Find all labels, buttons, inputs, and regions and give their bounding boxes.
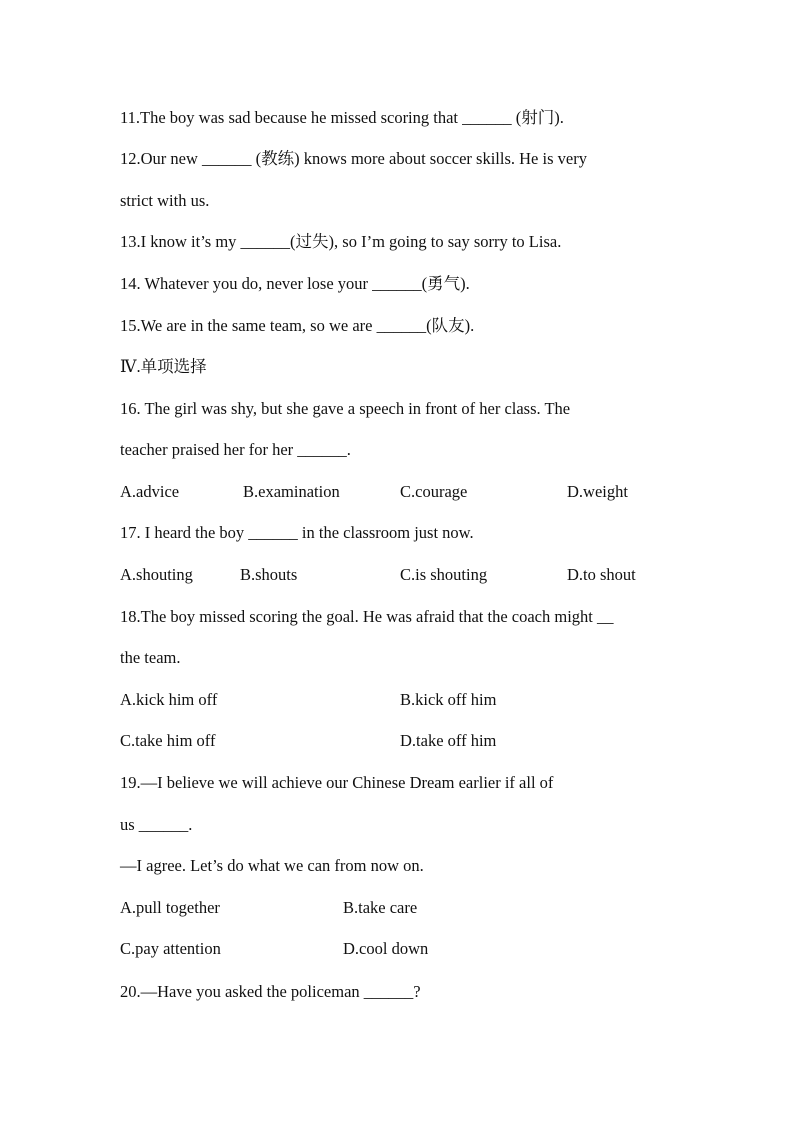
question-17-option-b: B.shouts [240, 565, 298, 584]
question-18-line-1: 18.The boy missed scoring the goal. He was afraid that the coach might __ [120, 607, 614, 626]
question-19-option-d: D.cool down [343, 939, 429, 958]
question-17-option-d: D.to shout [567, 565, 636, 584]
question-19-line-1: 19.—I believe we will achieve our Chinese Dream earlier if all of [120, 773, 554, 792]
question-16-option-b: B.examination [243, 482, 340, 501]
question-19-line-2: us ______. [120, 815, 193, 834]
question-16-option-a: A.advice [120, 482, 180, 501]
question-14: 14. Whatever you do, never lose your ______(勇气). [120, 274, 470, 293]
question-17-option-a: A.shouting [120, 565, 193, 584]
question-12-line-2: strict with us. [120, 191, 210, 210]
question-18-line-2: the team. [120, 648, 181, 667]
question-18-option-d: D.take off him [400, 731, 497, 750]
question-18-option-b: B.kick off him [400, 690, 497, 709]
question-19-line-3: —I agree. Let’s do what we can from now on. [120, 856, 424, 875]
question-19-option-a: A.pull together [120, 898, 220, 917]
question-16-option-c: C.courage [400, 482, 468, 501]
question-16-option-d: D.weight [567, 482, 628, 501]
question-19-option-c: C.pay attention [120, 939, 221, 958]
question-16-line-2: teacher praised her for her ______. [120, 440, 351, 459]
section-heading: Ⅳ.单项选择 [120, 357, 207, 376]
question-13: 13.I know it’s my ______(过失), so I’m going to say sorry to Lisa. [120, 232, 562, 251]
question-20: 20.—Have you asked the policeman ______? [120, 982, 421, 1001]
question-15: 15.We are in the same team, so we are ______(队友). [120, 316, 475, 335]
question-17-option-c: C.is shouting [400, 565, 488, 584]
question-12-line-1: 12.Our new ______ (教练) knows more about soccer skills. He is very [120, 149, 587, 168]
question-18-option-a: A.kick him off [120, 690, 218, 709]
question-11: 11.The boy was sad because he missed scoring that ______ (射门). [120, 108, 564, 127]
question-18-option-c: C.take him off [120, 731, 216, 750]
question-16-line-1: 16. The girl was shy, but she gave a speech in front of her class. The [120, 399, 571, 418]
question-19-option-b: B.take care [343, 898, 418, 917]
question-17: 17. I heard the boy ______ in the classroom just now. [120, 523, 474, 542]
